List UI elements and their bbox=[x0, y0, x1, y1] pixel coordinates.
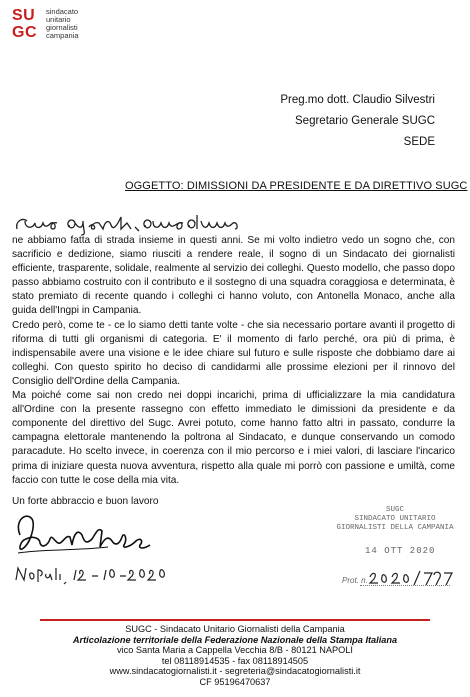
recipient-place: SEDE bbox=[403, 136, 435, 148]
footer-taxcode: CF 95196470637 bbox=[199, 676, 271, 687]
footer-affiliation: Articolazione territoriale della Federazione Nazionale della Stampa Italiana bbox=[72, 634, 398, 645]
letterhead-footer bbox=[0, 624, 470, 688]
footer-phone: tel 08118914535 - fax 08118914505 bbox=[161, 655, 309, 666]
body-paragraph: ne abbiamo fatta di strada insieme in questi anni. Se mi volto indietro vedo un sogno che, con sacrificio e dedizione, siamo riusciti a rendere reale, il sogno di un Sindacato dei giornalisti efficiente, trasparente, solidale, realmente al servizio dei colleghi. Questo modello, che passo dopo passo abbiamo costruito con il contributo e il sostegno di una squadra coraggiosa e determinata, è stato premiato di recente quando i colleghi ci hanno voluto, con Antonella Monaco, anche alla guida dell'Ingpi in Campania. bbox=[12, 235, 455, 317]
logo-mark-line1: SU bbox=[12, 7, 36, 24]
closing-line: Un forte abbraccio e buon lavoro bbox=[12, 496, 159, 507]
logo-line: giornalisti bbox=[46, 23, 78, 32]
letter-body bbox=[12, 234, 455, 488]
recipient-name: Preg.mo dott. Claudio Silvestri bbox=[280, 94, 435, 106]
protocol-label: Prot. n. bbox=[342, 576, 368, 585]
logo-line: unitario bbox=[46, 15, 71, 24]
stamp-line: GIORNALISTI DELLA CAMPANIA bbox=[336, 524, 454, 532]
handwritten-greeting bbox=[13, 207, 253, 237]
stamp-date: 14 OTT 2020 bbox=[365, 546, 436, 556]
stamp-line: SUGC bbox=[385, 506, 404, 514]
logo-line: campania bbox=[46, 31, 79, 40]
footer-divider bbox=[40, 619, 430, 621]
footer-web: www.sindacatogiornalisti.it - segreteria@sindacatogiornalisti.it bbox=[109, 666, 361, 677]
body-paragraph: Credo però, come te - ce lo siamo detti tante volte - che sia necessario portare avanti il progetto di riforma di tutti gli organismi di categoria. E' il momento di farlo perché, ora più di prima, è indispensabile avere una visione e le idee chiare sul futuro e sulle risposte che dobbiamo dare ai colleghi. Con questo spirito ho deciso di candidarmi alle prossime elezioni per il rinnovo del Consiglio dell'Ordine della Campania. bbox=[12, 319, 455, 387]
handwritten-signature bbox=[12, 505, 172, 560]
office-stamp bbox=[330, 506, 460, 533]
footer-address: vico Santa Maria a Cappella Vecchia 8/B - 80121 NAPOLI bbox=[117, 645, 353, 656]
recipient-block bbox=[280, 90, 435, 153]
footer-org: SUGC - Sindacato Unitario Giornalisti della Campania bbox=[125, 624, 345, 634]
stamp-line: SINDACATO UNITARIO bbox=[354, 515, 436, 523]
body-paragraph: Ma poiché come sai non credo nei doppi incarichi, prima di ufficializzare la mia candidatura all'Ordine con la presente rassegno con effetto immediato le dimissioni da presidente e da componente del direttivo del Sugc. Avrei potuto, come hanno fatto altri in passato, condurre la campagna elettorale mantenendo la poltrona al Sindacato, e dunque conservando un comodo paracadute. Ho scelto invece, in coerenza con il mio percorso e i miei valori, di lasciare l'incarico prima di iniziare questa nuova avventura, rispetto alla quale mi porrò con passione e umiltà, come faccio con tutte le cose della mia vita. bbox=[12, 390, 455, 486]
logo-text bbox=[46, 8, 79, 40]
logo-line: sindacato bbox=[46, 7, 79, 16]
handwritten-place-date bbox=[12, 560, 172, 588]
logo-mark bbox=[12, 7, 42, 43]
subject-line: OGGETTO: DIMISSIONI DA PRESIDENTE E DA DIRETTIVO SUGC bbox=[125, 180, 468, 192]
sugc-logo bbox=[12, 7, 122, 49]
protocol-underline bbox=[360, 585, 450, 586]
recipient-role: Segretario Generale SUGC bbox=[295, 115, 435, 127]
logo-mark-line2: GC bbox=[12, 24, 37, 41]
